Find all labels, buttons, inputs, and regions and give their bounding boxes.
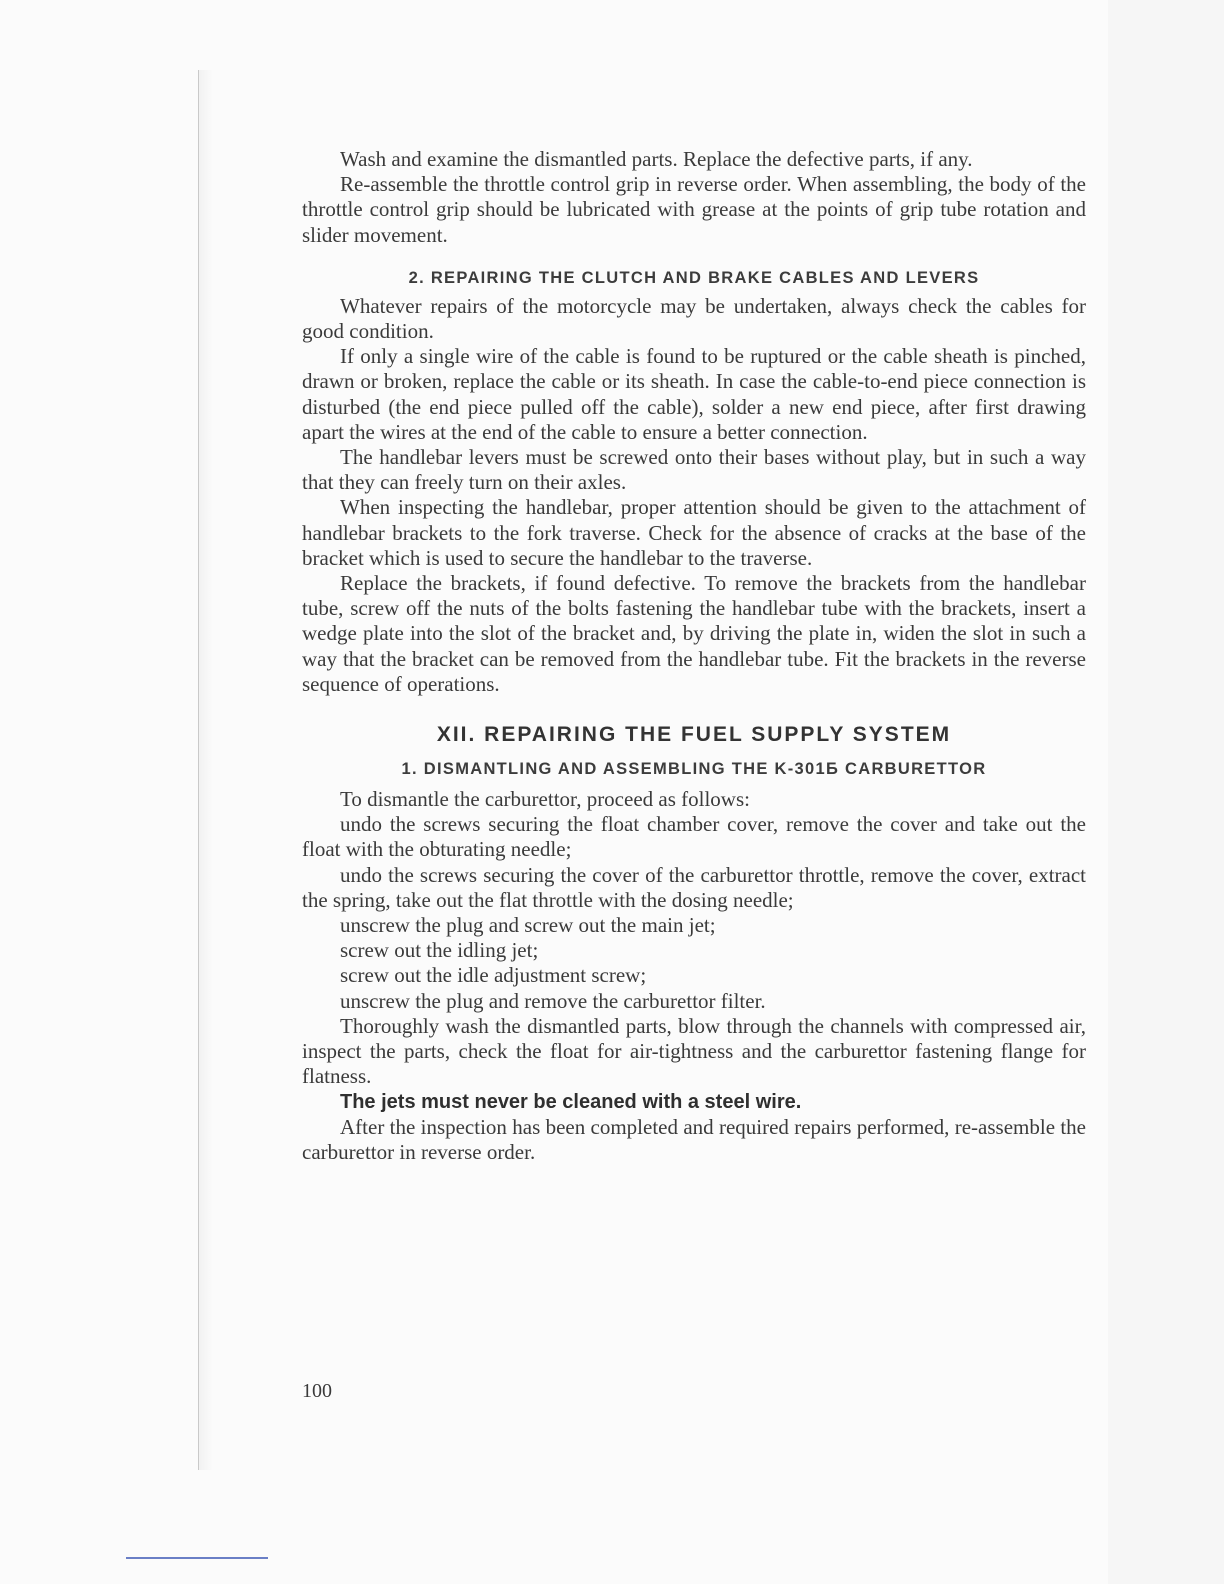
subsection-heading: 1. DISMANTLING AND ASSEMBLING THE K-301Б CARBURETTOR xyxy=(401,760,987,779)
paragraph: Replace the brackets, if found defective. To remove the brackets from the handlebar tube, screw off the nuts of the bolts fastening the handlebar tube with the brackets, insert a wedge plate into the slot of the bracket and, by driving the plate in, widen the slot in such a way that the bracket can be removed from the handlebar tube. Fit the brackets in the reverse sequence of operations. xyxy=(302,571,1086,696)
list-item: undo the screws securing the float chamber cover, remove the cover and take out the float with the obturating needle; xyxy=(302,812,1086,862)
list-item: To dismantle the carburettor, proceed as follows: xyxy=(340,787,750,812)
paragraph: Whatever repairs of the motorcycle may be undertaken, always check the cables for good condition. xyxy=(302,293,1086,344)
list-item: undo the screws securing the cover of the carburettor throttle, remove the cover, extract the spring, take out the flat throttle with the dosing needle; xyxy=(302,862,1086,912)
paragraph: When inspecting the handlebar, proper attention should be given to the attachment of handlebar brackets to the fork traverse. Check for the absence of cracks at the base of the bracket which is used to secure the handlebar to the traverse. xyxy=(302,495,1086,570)
scan-binding-edge xyxy=(198,70,213,1470)
paragraph: Thoroughly wash the dismantled parts, blow through the channels with compressed air, inspect the parts, check the float for air-tightness and the carburettor fastening flange for flatness. xyxy=(302,1013,1086,1089)
warning-note: The jets must never be cleaned with a steel wire. xyxy=(340,1090,802,1113)
paragraph: If only a single wire of the cable is found to be ruptured or the cable sheath is pinched, drawn or broken, replace the cable or its sheath. In case the cable-to-end piece connection is disturbed (the end piece pulled off the cable), solder a new end piece, after first drawing apart the wires at the end of the cable to ensure a better connection. xyxy=(302,344,1086,444)
paragraph: Wash and examine the dismantled parts. Replace the defective parts, if any. xyxy=(340,147,973,171)
bottom-rule xyxy=(126,1557,268,1559)
chapter-heading: XII. REPAIRING THE FUEL SUPPLY SYSTEM xyxy=(436,723,952,747)
list-item: unscrew the plug and screw out the main jet; xyxy=(340,913,716,938)
list-item: screw out the idle adjustment screw; xyxy=(340,963,647,988)
page-content xyxy=(302,147,1086,1165)
section-heading: 2. REPAIRING THE CLUTCH AND BRAKE CABLES AND LEVERS xyxy=(408,268,980,287)
scan-margin-shade xyxy=(1108,0,1224,1584)
list-item: screw out the idling jet; xyxy=(340,938,539,963)
paragraph: The handlebar levers must be screwed onto their bases without play, but in such a way that they can freely turn on their axles. xyxy=(302,445,1086,495)
paragraph: Re-assemble the throttle control grip in reverse order. When assembling, the body of the throttle control grip should be lubricated with grease at the points of grip tube rotation and slider movement. xyxy=(302,172,1086,247)
list-item: unscrew the plug and remove the carburettor filter. xyxy=(340,988,766,1013)
paragraph: After the inspection has been completed and required repairs performed, re-assemble the carburettor in reverse order. xyxy=(302,1114,1086,1164)
page-number: 100 xyxy=(302,1380,332,1402)
